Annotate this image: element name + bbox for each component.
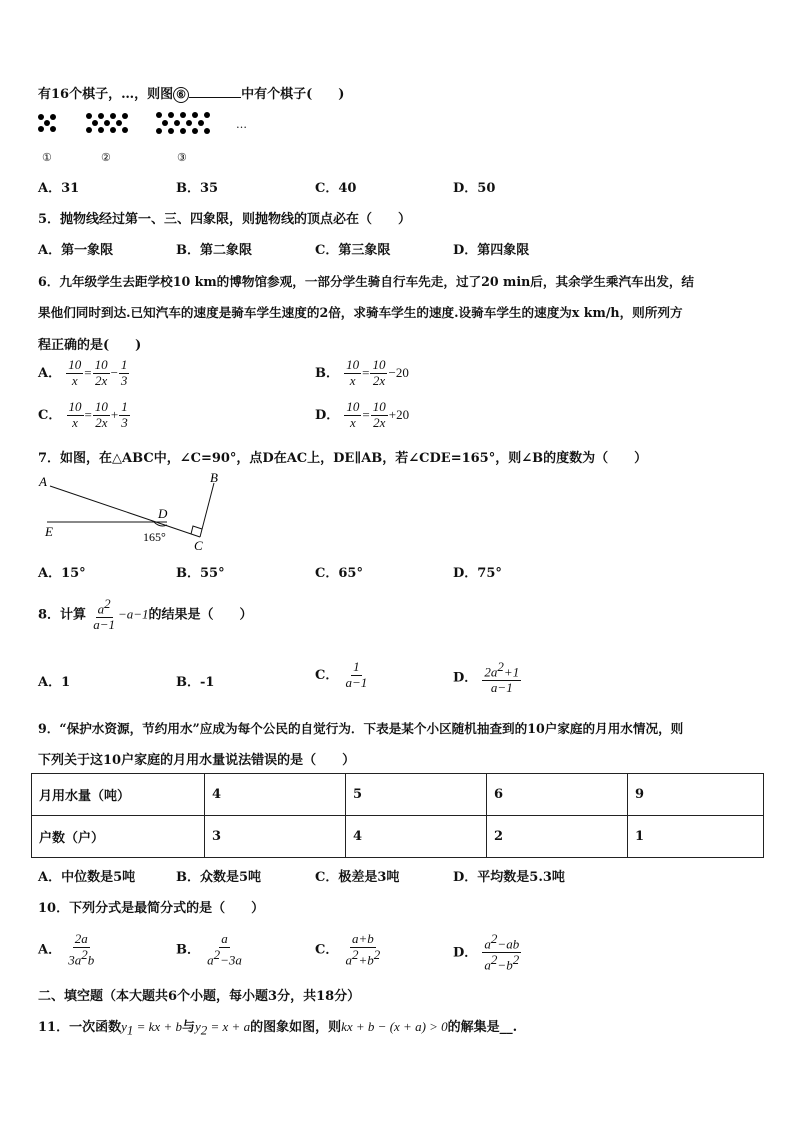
- q7-label-b: B: [210, 470, 218, 485]
- q6-stem-line1: 6．九年级学生去距学校10 km的博物馆参观，一部分学生骑自行车先走，过了20 min后，其余学生乘汽车出发，结: [38, 274, 695, 289]
- q5-stem: 5．抛物线经过第一、三、四象限，则抛物线的顶点必在（ ）: [38, 212, 412, 227]
- q10-option-a[interactable]: A． $\frac{2a}{3a^2b}$: [38, 931, 95, 968]
- q7-label-d: D: [158, 506, 168, 521]
- q4-circled-number: ⑥: [173, 87, 189, 103]
- fraction: $\frac{a^2}{a-1}$: [93, 596, 115, 633]
- q11-stem-a: 11．一次函数: [38, 1020, 122, 1035]
- q6-option-b[interactable]: B． $\frac{10}{x}$ = $\frac{10}{2x}$ −20: [315, 357, 409, 388]
- q11-function-2: $y_2 = x + a$: [194, 1019, 251, 1038]
- table-cell: 4: [346, 816, 487, 858]
- fraction: $\frac{1}{3}$: [120, 357, 128, 388]
- q4-option-a[interactable]: A．31: [38, 181, 80, 196]
- fraction: $\frac{10}{x}$: [68, 357, 82, 388]
- q7-label-e: E: [45, 524, 53, 539]
- q7-triangle-figure: [36, 470, 226, 552]
- q6-option-d-label: D．: [315, 407, 340, 423]
- q10-option-c[interactable]: C． $\frac{a+b}{a^2+b^2}$: [315, 931, 381, 968]
- fraction: $\frac{a^2-ab}{a^2-b^2}$: [484, 931, 520, 973]
- q4-fig-label-1: ①: [42, 151, 52, 164]
- q7-angle-label: 165°: [143, 530, 166, 544]
- q7-option-d[interactable]: D．75°: [453, 566, 502, 581]
- q4-fig-label-3: ③: [177, 151, 187, 164]
- fraction: $\frac{1}{3}$: [121, 399, 128, 430]
- fraction: $\frac{10}{x}$: [346, 357, 360, 388]
- q4-blank: [189, 85, 241, 98]
- q4-stem: [38, 83, 344, 103]
- fraction: $\frac{a}{a^2-3a}$: [207, 931, 242, 968]
- fraction: $\frac{2a}{3a^2b}$: [68, 931, 95, 968]
- q9-option-a[interactable]: A．中位数是5吨: [38, 870, 136, 885]
- q9-stem-line2: 下列关于这10户家庭的月用水量说法错误的是（ ）: [38, 753, 356, 768]
- q6-option-d[interactable]: D． $\frac{10}{x}$ = $\frac{10}{2x}$ +20: [315, 399, 410, 430]
- q7-label-a: A: [39, 474, 47, 489]
- q4-option-c[interactable]: C．40: [315, 181, 357, 196]
- q9-stem-line1: 9．“保护水资源，节约用水”应成为每个公民的自觉行为．下表是某个小区随机抽查到的10户家庭的月用水情况，则: [38, 721, 684, 736]
- q4-option-d[interactable]: D．50: [453, 181, 496, 196]
- q7-option-b[interactable]: B．55°: [176, 566, 225, 581]
- fraction: $\frac{10}{2x}$: [94, 399, 108, 430]
- q7-option-c[interactable]: C．65°: [315, 566, 363, 581]
- q5-option-a[interactable]: A．第一象限: [38, 243, 114, 258]
- q8-option-a[interactable]: A．1: [38, 675, 71, 690]
- q9-option-b[interactable]: B．众数是5吨: [176, 870, 262, 885]
- table-cell: 5: [346, 774, 487, 816]
- q4-option-b[interactable]: B．35: [176, 181, 219, 196]
- table-cell: 3: [205, 816, 346, 858]
- q5-option-d[interactable]: D．第四象限: [453, 243, 530, 258]
- q8-option-b[interactable]: B．-1: [176, 675, 215, 690]
- q8-stem-a: 8．计算: [38, 607, 87, 623]
- q6-option-a[interactable]: A． $\frac{10}{x}$ = $\frac{10}{2x}$ − $\frac{1}{3}$: [38, 357, 128, 388]
- fraction: $\frac{10}{x}$: [346, 399, 360, 430]
- table-cell: 户数（户）: [32, 816, 205, 858]
- fraction: $\frac{2a^2+1}{a-1}$: [484, 659, 520, 696]
- table-row: [32, 816, 764, 858]
- table-cell: 6: [487, 774, 628, 816]
- q6-option-b-label: B．: [315, 365, 339, 381]
- fraction: $\frac{10}{2x}$: [372, 357, 386, 388]
- table-cell: 9: [628, 774, 764, 816]
- q11-stem-b: 的图象如图，则: [250, 1020, 342, 1035]
- q10-option-b[interactable]: B． $\frac{a}{a^2-3a}$: [176, 931, 242, 968]
- q8-stem: [38, 597, 253, 633]
- q4-fig-ellipsis: …: [236, 118, 247, 131]
- q5-option-c[interactable]: C．第三象限: [315, 243, 391, 258]
- q11-stem: [38, 1016, 517, 1039]
- q4-stem-b: 中有个棋子( ): [241, 87, 345, 102]
- table-row: [32, 774, 764, 816]
- q11-mid: 与: [181, 1020, 195, 1035]
- q9-water-usage-table: [31, 773, 764, 858]
- fraction: $\frac{10}{2x}$: [372, 399, 386, 430]
- q6-option-c[interactable]: C． $\frac{10}{x}$ = $\frac{10}{2x}$ + $\frac{1}{3}$: [38, 399, 128, 430]
- fraction: $\frac{10}{2x}$: [94, 357, 108, 388]
- section-2-title: 二、填空题（本大题共6个小题，每小题3分，共18分）: [38, 989, 361, 1004]
- q6-option-a-label: A．: [38, 365, 62, 381]
- table-cell: 2: [487, 816, 628, 858]
- q6-stem-line3: 程正确的是( ): [38, 338, 142, 353]
- q11-stem-c: 的解集是__.: [447, 1020, 518, 1035]
- fraction: $\frac{a+b}{a^2+b^2}$: [345, 931, 381, 968]
- fraction: $\frac{1}{a-1}$: [345, 659, 368, 690]
- q7-label-c: C: [194, 538, 203, 552]
- q11-inequality: kx + b − (x + a) > 0: [341, 1019, 448, 1034]
- q7-stem: 7．如图，在△ABC中，∠C=90°，点D在AC上，DE∥AB，若∠CDE=165°，则∠B的度数为（ ）: [38, 451, 648, 466]
- q4-stem-a: 有16个棋子，…，则图: [38, 87, 174, 102]
- table-cell: 4: [205, 774, 346, 816]
- q8-option-c[interactable]: C． $\frac{1}{a-1}$: [315, 659, 368, 690]
- q9-option-c[interactable]: C．极差是3吨: [315, 870, 400, 885]
- q4-fig-label-2: ②: [101, 151, 111, 164]
- q10-option-d[interactable]: D． $\frac{a^2-ab}{a^2-b^2}$: [453, 931, 520, 973]
- q8-option-d[interactable]: D． $\frac{2a^2+1}{a-1}$: [453, 659, 520, 696]
- q8-stem-b: 的结果是（ ）: [148, 607, 253, 623]
- table-cell: 月用水量（吨）: [32, 774, 205, 816]
- q6-stem-line2: 果他们同时到达.已知汽车的速度是骑车学生速度的2倍，求骑车学生的速度.设骑车学生的速度为x km/h，则所列方: [38, 305, 683, 320]
- table-cell: 1: [628, 816, 764, 858]
- q5-option-b[interactable]: B．第二象限: [176, 243, 252, 258]
- q10-stem: 10．下列分式是最简分式的是（ ）: [38, 901, 265, 916]
- q7-option-a[interactable]: A．15°: [38, 566, 86, 581]
- q8-expr-tail: −a−1: [117, 606, 149, 622]
- fraction: $\frac{10}{x}$: [68, 399, 82, 430]
- q9-option-d[interactable]: D．平均数是5.3吨: [453, 870, 565, 885]
- q11-function-1: $y_1$ = kx + b: [121, 1019, 182, 1038]
- q6-option-c-label: C．: [38, 407, 62, 423]
